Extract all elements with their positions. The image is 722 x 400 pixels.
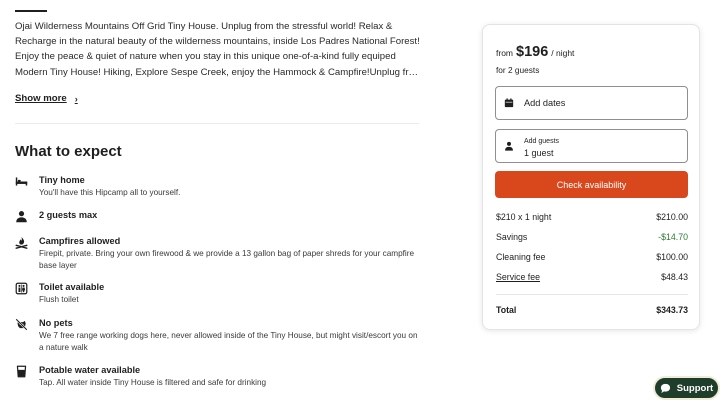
expect-item-title: 2 guests max	[39, 210, 98, 220]
expect-item-subtitle: Firepit, private. Bring your own firewood & we provide a 13 gallon bag of paper shreds for your campfire base layer	[39, 249, 414, 270]
chat-bubble-icon	[660, 383, 671, 394]
add-dates-label: Add dates	[524, 98, 566, 108]
section-divider	[15, 123, 419, 124]
nightly-price: $196	[516, 44, 549, 60]
support-label: Support	[676, 382, 714, 394]
expect-item-subtitle: Flush toilet	[39, 295, 79, 304]
support-button[interactable]	[653, 376, 720, 400]
toilet-icon	[15, 282, 28, 295]
price-from-label: from	[496, 48, 513, 58]
expect-item-title: Toilet available	[39, 282, 105, 292]
per-night-label: / night	[551, 48, 575, 58]
price-guests-note: for 2 guests	[496, 65, 540, 75]
booking-card	[482, 24, 700, 330]
show-more-label: Show more	[15, 93, 67, 104]
campfire-icon	[15, 236, 28, 249]
listing-description-text: Ojai Wilderness Mountains Off Grid Tiny House. Unplug from the stressful world! Relax & Recharge in the natural beauty of the wilderness mountains, inside Los Padres National Forest! Enjoy the peace & quiet of nature when you stay in this unique one-of-a-kind fully equiped Modern Tiny House! Hiking, Explore Sespe Creek, enjoy the Hammock & Campfire!Unplug from	[15, 21, 422, 78]
bed-icon	[15, 175, 28, 188]
line-item-cleaning-fee	[496, 252, 688, 264]
expect-item-title: Potable water available	[39, 365, 141, 375]
line-item-amount: $210.00	[656, 212, 688, 222]
total-divider	[496, 294, 688, 295]
water-icon	[15, 365, 28, 378]
what-to-expect-title: What to expect	[15, 143, 122, 160]
check-availability-button[interactable]: Check availability	[495, 171, 688, 198]
line-item-total	[496, 305, 688, 317]
expect-item-subtitle: You'll have this Hipcamp all to yourself.	[39, 188, 181, 197]
add-guests-label: Add guests	[524, 138, 560, 145]
line-item-savings	[496, 232, 688, 244]
expect-item-title: Campfires allowed	[39, 236, 121, 246]
add-dates-field[interactable]	[495, 86, 688, 120]
line-item-amount: $48.43	[661, 272, 688, 282]
price-line	[496, 44, 574, 60]
person-icon	[504, 141, 514, 151]
section-top-rule	[15, 10, 47, 12]
line-item-label: $210 x 1 night	[496, 212, 552, 222]
no-pets-icon	[15, 318, 28, 331]
show-more-link[interactable]	[15, 93, 78, 104]
expect-item-subtitle: Tap. All water inside Tiny House is filtered and safe for drinking	[39, 378, 267, 387]
calendar-icon	[504, 98, 514, 108]
total-label: Total	[496, 305, 517, 315]
line-item-label: Cleaning fee	[496, 252, 546, 262]
line-item-label: Savings	[496, 232, 528, 242]
chevron-right-icon: ›	[74, 93, 78, 104]
expect-item-title: Tiny home	[39, 175, 85, 185]
person-icon	[15, 210, 28, 223]
guests-count-value: 1 guest	[524, 148, 554, 158]
line-item-amount: -$14.70	[658, 232, 688, 242]
expect-item-title: No pets	[39, 318, 73, 328]
add-guests-field[interactable]	[495, 129, 688, 163]
line-item-service-fee	[496, 272, 688, 284]
total-amount: $343.73	[656, 305, 688, 315]
line-item-amount: $100.00	[656, 252, 688, 262]
service-fee-link[interactable]: Service fee	[496, 272, 541, 282]
listing-description	[15, 19, 423, 80]
expect-item-subtitle: We 7 free range working dogs here, never allowed inside of the Tiny House, but might visit/escort you on a nature walk	[39, 331, 418, 352]
line-item-nightly	[496, 212, 688, 224]
